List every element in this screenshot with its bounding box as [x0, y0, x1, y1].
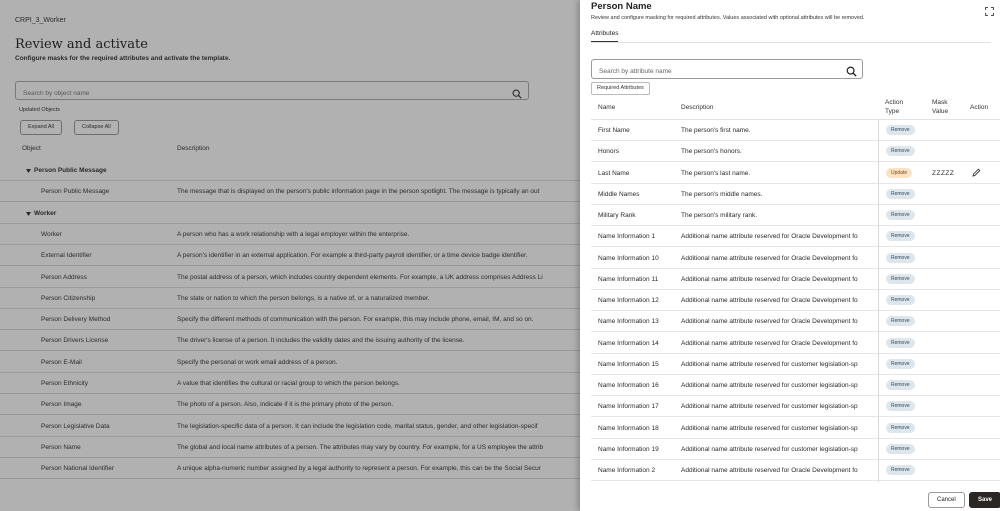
action-type-badge: Remove [886, 210, 915, 220]
updated-objects-label: Updated Objects [19, 107, 60, 113]
attribute-row[interactable] [591, 269, 1000, 290]
person-name-drawer [580, 0, 1000, 511]
object-name: Person Legislative Data [41, 422, 110, 430]
attribute-description: Additional name attribute reserved for customer legislation-sp [681, 360, 858, 368]
attribute-name: Middle Names [598, 190, 640, 198]
attribute-description: Additional name attribute reserved for Oracle Development fo [681, 275, 858, 283]
attribute-name: First Name [598, 127, 630, 134]
object-description: The state or nation to which the person belongs, is a native of, or a naturalized member. [177, 294, 430, 302]
action-type-badge: Remove [886, 189, 915, 199]
column-mask-value-line1: Mask [932, 99, 948, 106]
object-description: Specify the personal or work email address of a person. [177, 358, 338, 366]
attribute-row[interactable] [591, 226, 1000, 247]
attribute-row[interactable] [591, 120, 1000, 141]
action-type-badge: Remove [886, 338, 915, 348]
action-type-badge: Remove [886, 295, 915, 305]
attribute-search-input[interactable] [592, 63, 837, 81]
attribute-description: The person's last name. [681, 169, 751, 177]
object-name: Person E-Mail [41, 358, 82, 366]
attribute-description: The person's military rank. [681, 212, 758, 219]
attribute-row[interactable] [591, 248, 1000, 269]
attribute-name: Name Information 12 [598, 297, 659, 304]
attribute-name: Name Information 14 [598, 339, 659, 347]
action-type-badge: Remove [886, 231, 915, 241]
attribute-name: Name Information 19 [598, 445, 659, 453]
object-name: Worker [41, 230, 62, 238]
required-attributes-chip[interactable]: Required Attributes [591, 82, 650, 95]
action-type-badge: Update [886, 168, 912, 178]
drawer-footer [580, 484, 1000, 511]
attribute-name: Military Rank [598, 212, 636, 219]
action-type-badge: Remove [886, 401, 915, 411]
object-description: A unique alpha-numeric number assigned by a legal authority to represent a person. For example, this can be the Social Secur [177, 465, 541, 473]
attribute-name: Name Information 2 [598, 467, 656, 474]
object-description: The driver's license of a person. It includes the validity dates and the issuing authority of the license. [177, 337, 465, 345]
attribute-description: The person's honors. [681, 148, 742, 156]
attribute-name: Name Information 11 [598, 275, 659, 283]
drawer-title: Person Name [591, 1, 652, 12]
object-name: Person Name [41, 443, 81, 451]
object-name: Person Public Message [41, 188, 110, 196]
action-type-badge: Remove [886, 444, 915, 454]
page-title: Review and activate [15, 37, 148, 52]
object-name: Person Delivery Method [41, 316, 111, 324]
object-name: Person Address [41, 273, 87, 281]
attribute-description: Additional name attribute reserved for customer legislation-sp [681, 445, 858, 453]
attribute-row[interactable] [591, 418, 1000, 439]
column-mask-value-line2: Value [932, 108, 949, 115]
column-action-type-line2: Type [885, 108, 900, 115]
object-description: Specify the different methods of communication with the person. For example, this may include phone, email, IM, and so on. [177, 316, 534, 324]
column-description: Description [177, 145, 210, 152]
object-name: External Identifier [41, 252, 92, 260]
attribute-name: Name Information 10 [598, 254, 659, 262]
object-description: The global and local name attributes of a person. The attributes may vary by country. For example, for a US employee the attrib [177, 443, 544, 451]
expand-all-button[interactable]: Expand All [20, 120, 62, 135]
attribute-description: Additional name attribute reserved for Oracle Development fo [681, 467, 858, 474]
object-description: A value that identifies the cultural or racial group to which the person belongs. [177, 380, 400, 387]
attribute-description: Additional name attribute reserved for Oracle Development fo [681, 339, 858, 347]
column-action: Action [970, 104, 989, 111]
attribute-description: Additional name attribute reserved for Oracle Development fo [681, 254, 858, 262]
object-name: Person Drivers License [41, 337, 109, 345]
attribute-search [591, 59, 863, 79]
attribute-row[interactable] [591, 184, 1000, 205]
column-action-type-line1: Action [885, 99, 904, 106]
attribute-description: The person's first name. [681, 127, 751, 134]
attribute-row[interactable] [591, 205, 1000, 226]
action-type-badge: Remove [886, 146, 915, 156]
object-name: Person Image [41, 401, 82, 409]
action-type-badge: Remove [886, 423, 915, 433]
column-description: Description [681, 104, 714, 111]
attribute-row[interactable] [591, 460, 1000, 481]
attribute-description: Additional name attribute reserved for customer legislation-sp [681, 424, 858, 432]
attribute-name: Name Information 1 [598, 233, 656, 241]
object-name: Person Ethnicity [41, 380, 88, 387]
action-type-badge: Remove [886, 359, 915, 369]
object-group-label: Person Public Message [34, 167, 107, 174]
column-object: Object [22, 145, 41, 152]
attribute-description: The person's middle names. [681, 190, 763, 198]
attributes-table-header [591, 96, 1000, 120]
tab-divider [591, 42, 991, 43]
pencil-icon[interactable] [972, 168, 981, 179]
drawer-description: Review and configure masking for required attributes. Values associated with optional attributes will be removed. [591, 15, 865, 21]
attribute-row[interactable] [591, 163, 1000, 184]
attribute-row[interactable] [591, 333, 1000, 354]
attribute-row[interactable] [591, 141, 1000, 162]
action-type-badge: Remove [886, 380, 915, 390]
object-description: The message that is displayed on the person's public information page in the person spotlight. The message is typically an out [177, 188, 540, 196]
attribute-row[interactable] [591, 396, 1000, 417]
action-type-badge: Remove [886, 253, 915, 263]
attribute-description: Additional name attribute reserved for customer legislation-sp [681, 403, 858, 411]
attribute-description: Additional name attribute reserved for Oracle Development fo [681, 318, 858, 326]
attribute-name: Name Information 15 [598, 360, 659, 368]
action-type-badge: Remove [886, 316, 915, 326]
attribute-description: Additional name attribute reserved for Oracle Development fo [681, 297, 858, 304]
action-type-badge: Remove [886, 274, 915, 284]
column-name: Name [598, 104, 616, 111]
action-type-badge: Remove [886, 465, 915, 475]
breadcrumb[interactable]: CRPI_3_Worker [15, 17, 66, 24]
cancel-button[interactable]: Cancel [928, 492, 965, 508]
attribute-name: Name Information 18 [598, 424, 659, 432]
action-type-badge: Remove [886, 125, 915, 135]
attribute-name: Honors [598, 148, 619, 156]
attribute-description: Additional name attribute reserved for customer legislation-sp [681, 382, 858, 389]
page-subtitle: Configure masks for the required attributes and activate the template. [15, 55, 231, 62]
object-description: The postal address of a person, which includes country dependent elements. For example, a UK address comprises Address Li [177, 273, 543, 281]
attribute-name: Name Information 13 [598, 318, 659, 326]
attribute-name: Name Information 17 [598, 403, 659, 411]
expand-icon[interactable] [985, 3, 994, 21]
object-group-label: Worker [34, 209, 57, 217]
attribute-row[interactable] [591, 290, 1000, 311]
attribute-description: Additional name attribute reserved for Oracle Development fo [681, 233, 858, 241]
object-description: A person's identifier in an external application. For example a third-party payroll identifier, or a time device badge identifier. [177, 252, 528, 260]
object-description: A person who has a work relationship with a legal employer within the enterprise. [177, 230, 410, 238]
attribute-row[interactable] [591, 311, 1000, 332]
attribute-name: Last Name [598, 169, 630, 177]
tab-attributes[interactable]: Attributes [591, 30, 618, 43]
mask-value: ZZZZZ [932, 169, 955, 177]
save-button[interactable]: Save [969, 492, 1000, 508]
object-description: The photo of a person. Also, indicate if it is the primary photo of the person. [177, 401, 394, 409]
collapse-all-button[interactable]: Collapse All [74, 120, 119, 135]
attribute-name: Name Information 16 [598, 382, 659, 389]
object-name: Person Citizenship [41, 294, 96, 302]
attribute-row[interactable] [591, 375, 1000, 396]
attribute-row[interactable] [591, 354, 1000, 375]
object-name: Person National Identifier [41, 465, 114, 473]
attribute-row[interactable] [591, 439, 1000, 460]
table-scroll-divider [878, 120, 879, 482]
object-description: The legislation-specific data of a person. It can include the legislation code, marital status, gender, and other legislation-specif [177, 422, 538, 430]
search-icon[interactable] [846, 64, 857, 82]
